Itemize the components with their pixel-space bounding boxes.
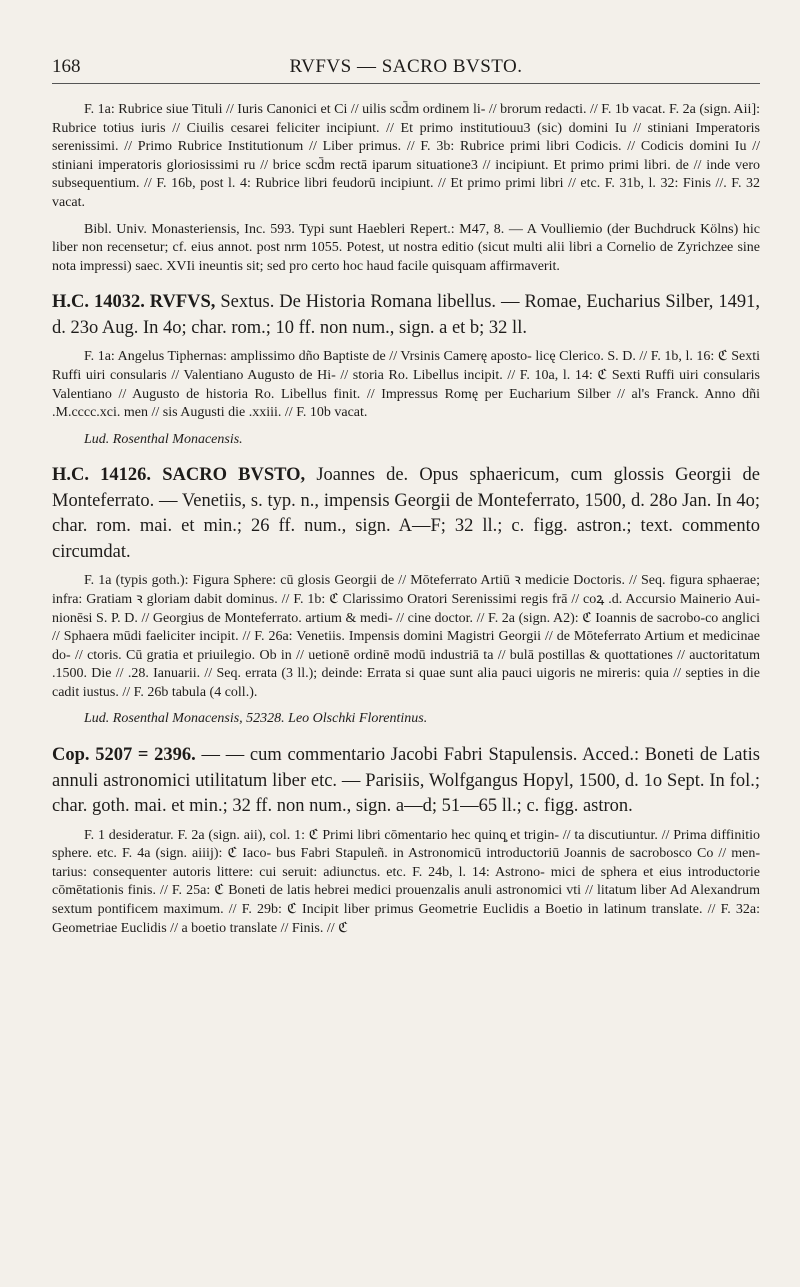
collation-faber (52, 827, 760, 939)
entry-text: — — cum commentario Jacobi Fabri Stapulensis. Acced.: Boneti de Latis annuli astronomici utilitatum liber etc. — Parisiis, Wolfgangus Hopyl, 1500, d. 1o Sept. In fol.; char. goth. mai. et min.; 32 ff. non num., sign. a—d; 51—65 ll.; c. figg. astron. (52, 745, 760, 817)
provenance-sacrobusto (52, 710, 760, 729)
catalogue-entry-sacrobusto (52, 463, 760, 565)
catalogue-entry-rufus (52, 290, 760, 341)
paragraph-text: F. 1a (typis goth.): Figura Sphere: cū glosis Georgii de // Mōteferrato Artiū ꝛ medicie Doctoris. // Seq. figura sphaerae; infra: Gratiam ꝛ gloriam dabit dominus. // F. 1b: ℭ Clarissimo Oratori Serenissimi regis frā // coꝝ .d. Accursio Mainerio Aui- nionēsi S. P. D. // Georgius de Monteferrato. artium & medi- // cine doctor. // F. 2a (sign. A2): ℭ Ioannis de sacrobo-co anglici // Sphaera mūdi faeliciter incipit. // F. 26a: Venetiis. Impensis domini Magistri Georgii // de Mōteferrato Artium et medicinae do- // ctoris. Cū gratia et priuilegio. Ob in // uetionē ordinē modū industriā ta // bulā postillas & quottationes // auctoritatum .1500. Die // .28. Ianuarii. // Seq. errata (3 ll.); deinde: Errata si quae sunt alia pauci uigoris ne mireris: quia // septies in die cadit iustus. // F. 26b tabula (4 coll.). (52, 573, 760, 700)
colophon-rubrice (52, 101, 760, 213)
collation-sacrobusto (52, 572, 760, 702)
catalogue-entry-faber (52, 743, 760, 820)
entry-heading: Cop. 5207 = 2396. (52, 745, 196, 766)
paragraph-text: F. 1a: Angelus Tiphernas: amplissimo dño Baptiste de // Vrsinis Camerę aposto- licę Clerico. S. D. // F. 1b, l. 16: ℭ Sexti Ruffi uiri consularis // Valentiano Augusto de Hi- // storia Ro. Libellus incipit. // F. 10a, l. 14: ℭ Sexti Ruffi uiri consularis Valentiano // Augusto de historia Ro. Libellus finit. // Impressus Romę per Eucharium Silber // al's Franck. Anno dñi .M.cccc.xci. men // sis Augusti die .xxiii. // F. 10b vacat. (52, 349, 760, 421)
paragraph-text: Lud. Rosenthal Monacensis. (84, 431, 243, 447)
bibliographic-note (52, 221, 760, 277)
paragraph-text: Bibl. Univ. Monasteriensis, Inc. 593. Typi sunt Haebleri Repert.: M47, 8. — A Voulliemio (der Buchdruck Kölns) hic liber non recensetur; cf. eius annot. post nrm 1055. Potest, ut nostra editio (sicut multi alii libri a Cornelio de Zyrichzee sine nota impressi) saec. XVIi ineuntis sit; sed pro certo hoc haud facile quisquam affirmaverit. (52, 221, 760, 274)
page-body (52, 101, 760, 938)
paragraph-text: F. 1a: Rubrice siue Tituli // Iuris Canonici et Ci // uilis scd̄m ordinem li- // brorum redacti. // F. 1b vacat. F. 2a (sign. Aii]: Rubrice totius iuris // Ciuilis cesarei feliciter incipiunt. // Et primo institutiouu3 (sic) domini Iu // stiniani Imperatoris serenissimi. // Primo Rubrice Institutionum // Liber primus. // F. 3b: Rubrice primi libri Codicis. // Codicis domini Iu // stiniani imperatoris gloriosissimi ru // brice scd̄m rectā iparum situatione3 // incipiunt. Et primo primi libri. de // inde vero subsequentium. // F. 16b, post l. 4: Rubrice libri feudorū incipiunt. // Et primo primi libri // etc. F. 31b, l. 32: Finis //. F. 32 vacat. (52, 102, 760, 210)
entry-heading: H.C. 14126. SACRO BVSTO, (52, 465, 306, 486)
header-rule (52, 83, 760, 84)
running-head: RVFVS — SACRO BVSTO. (289, 56, 523, 77)
page-number: 168 (52, 56, 81, 77)
provenance-rufus (52, 431, 760, 450)
entry-text: Joannes de. Opus sphaericum, cum glossis Georgii de Monteferrato. — Venetiis, s. typ. n., impensis Georgii de Monteferrato, 1500, d. 28o Jan. In 4o; char. rom. mai. et min.; 26 ff. num., sign. A—F; 32 ll.; c. figg. astron.; text. commento circumdat. (52, 465, 760, 562)
collation-rufus (52, 348, 760, 422)
entry-heading: H.C. 14032. RVFVS, (52, 292, 216, 313)
paragraph-text: F. 1 desideratur. F. 2a (sign. aii), col. 1: ℭ Primi libri cōmentario hec quinq̧ et trigin- // ta discutiuntur. // Prima diffinitio sphere. etc. F. 4a (sign. aiiij): ℭ Iaco- bus Fabri Stapuleñ. in Astronomicū introductoriū Joannis de sacrobosco Co // men- tarius: consequenter autoris littere: cui seruit: adiunctus. etc. F. 24b, l. 14: Astrono- mici de sphera et eius introductorie cōmētationis finis. // F. 25a: ℭ Boneti de latis hebrei medici prouenzalis anuli astronomici vti // litatum liber Ad Alexandrum sextum pontificem maximum. // F. 29b: ℭ Incipit liber primus Geometrie Euclidis a Boetio in latinum translate. // F. 32a: Geometriae Euclidis // a boetio translate // Finis. // ℭ (52, 827, 760, 936)
entry-text: Sextus. De Historia Romana libellus. — Romae, Eucharius Silber, 1491, d. 23o Aug. In 4o; char. rom.; 10 ff. non num., sign. a et b; 32 ll. (52, 292, 760, 338)
page-header (52, 56, 760, 82)
paragraph-text: Lud. Rosenthal Monacensis, 52328. Leo Olschki Florentinus. (84, 711, 428, 727)
